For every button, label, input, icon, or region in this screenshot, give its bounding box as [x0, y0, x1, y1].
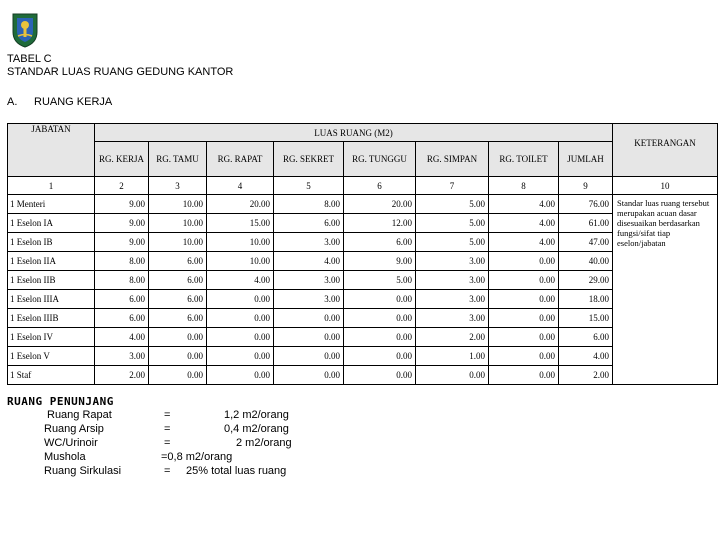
- area-cell: 6.00: [274, 214, 344, 233]
- area-cell: 6.00: [344, 233, 416, 252]
- area-cell: 10.00: [149, 195, 207, 214]
- area-cell: 20.00: [344, 195, 416, 214]
- column-number: 6: [344, 177, 416, 195]
- table-row: [8, 214, 718, 233]
- area-cell: 0.00: [207, 328, 274, 347]
- section-title: RUANG KERJA: [34, 96, 113, 108]
- jumlah-cell: 4.00: [559, 347, 613, 366]
- table-subtitle: STANDAR LUAS RUANG GEDUNG KANTOR: [7, 66, 234, 78]
- table-title: TABEL C: [7, 53, 52, 65]
- area-cell: 0.00: [489, 252, 559, 271]
- area-cell: 8.00: [95, 252, 149, 271]
- penunjang-name: Ruang Arsip: [44, 423, 104, 435]
- area-cell: 10.00: [207, 233, 274, 252]
- penunjang-name: Ruang Rapat: [47, 409, 112, 421]
- jabatan-header: JABATAN: [8, 124, 95, 177]
- area-cell: 3.00: [274, 271, 344, 290]
- jabatan-cell: 1 Eselon V: [8, 347, 95, 366]
- room-header: RG. RAPAT: [207, 142, 274, 177]
- jabatan-cell: 1 Staf: [8, 366, 95, 385]
- jabatan-cell: 1 Eselon IIIA: [8, 290, 95, 309]
- jabatan-cell: 1 Eselon IIB: [8, 271, 95, 290]
- area-cell: 3.00: [416, 252, 489, 271]
- room-header: RG. SEKRET: [274, 142, 344, 177]
- area-cell: 0.00: [489, 328, 559, 347]
- jabatan-cell: 1 Eselon IIA: [8, 252, 95, 271]
- table-row: [8, 366, 718, 385]
- column-number: 3: [149, 177, 207, 195]
- luas-ruang-header: LUAS RUANG (M2): [95, 124, 613, 142]
- area-cell: 0.00: [489, 290, 559, 309]
- penunjang-name: WC/Urinoir: [44, 437, 98, 449]
- area-cell: 0.00: [344, 290, 416, 309]
- keterangan-cell: Standar luas ruang tersebut merupakan acuan dasar disesuaikan berdasarkan fungsi/sifat tiap eselon/jabatan: [613, 195, 718, 385]
- penunjang-value: 1,2 m2/orang: [224, 409, 289, 421]
- table-row: [8, 309, 718, 328]
- area-cell: 5.00: [416, 233, 489, 252]
- area-cell: 0.00: [274, 347, 344, 366]
- room-standard-table: [7, 123, 718, 385]
- area-cell: 0.00: [149, 328, 207, 347]
- column-number: 4: [207, 177, 274, 195]
- area-cell: 5.00: [416, 195, 489, 214]
- area-cell: 3.00: [274, 233, 344, 252]
- area-cell: 1.00: [416, 347, 489, 366]
- section-heading: [7, 96, 112, 108]
- area-cell: 8.00: [95, 271, 149, 290]
- table-row: [8, 233, 718, 252]
- room-header: RG. TUNGGU: [344, 142, 416, 177]
- jumlah-cell: 15.00: [559, 309, 613, 328]
- area-cell: 10.00: [149, 233, 207, 252]
- area-cell: 0.00: [489, 271, 559, 290]
- jabatan-cell: 1 Eselon IA: [8, 214, 95, 233]
- area-cell: 10.00: [149, 214, 207, 233]
- area-cell: 4.00: [489, 233, 559, 252]
- column-number: 5: [274, 177, 344, 195]
- penunjang-name: Mushola: [44, 451, 86, 463]
- column-number-row: [8, 177, 718, 195]
- area-cell: 3.00: [274, 290, 344, 309]
- penunjang-eq: =: [164, 423, 171, 435]
- area-cell: 0.00: [344, 347, 416, 366]
- column-number: 1: [8, 177, 95, 195]
- area-cell: 0.00: [489, 366, 559, 385]
- table-row: [8, 195, 718, 214]
- jabatan-cell: 1 Eselon IV: [8, 328, 95, 347]
- area-cell: 3.00: [416, 309, 489, 328]
- jumlah-cell: 76.00: [559, 195, 613, 214]
- jumlah-cell: 40.00: [559, 252, 613, 271]
- penunjang-value: 25% total luas ruang: [186, 465, 287, 477]
- area-cell: 2.00: [416, 328, 489, 347]
- area-cell: 0.00: [207, 290, 274, 309]
- table-row: [8, 328, 718, 347]
- area-cell: 4.00: [207, 271, 274, 290]
- area-cell: 3.00: [95, 347, 149, 366]
- penunjang-value: 0,4 m2/orang: [224, 423, 289, 435]
- area-cell: 4.00: [95, 328, 149, 347]
- penunjang-value: 2 m2/orang: [236, 437, 292, 449]
- column-number: 9: [559, 177, 613, 195]
- area-cell: 3.00: [416, 271, 489, 290]
- area-cell: 6.00: [95, 309, 149, 328]
- jabatan-cell: 1 Menteri: [8, 195, 95, 214]
- column-number: 7: [416, 177, 489, 195]
- area-cell: 6.00: [149, 309, 207, 328]
- column-number: 10: [613, 177, 718, 195]
- penunjang-eq: =: [164, 437, 171, 449]
- area-cell: 9.00: [95, 195, 149, 214]
- area-cell: 0.00: [274, 366, 344, 385]
- area-cell: 0.00: [207, 366, 274, 385]
- area-cell: 0.00: [489, 347, 559, 366]
- penunjang-title: RUANG PENUNJANG: [7, 395, 114, 408]
- area-cell: 12.00: [344, 214, 416, 233]
- room-header: RG. SIMPAN: [416, 142, 489, 177]
- area-cell: 0.00: [149, 347, 207, 366]
- jabatan-cell: 1 Eselon IB: [8, 233, 95, 252]
- jumlah-cell: 2.00: [559, 366, 613, 385]
- area-cell: 0.00: [274, 328, 344, 347]
- area-cell: 0.00: [274, 309, 344, 328]
- area-cell: 10.00: [207, 252, 274, 271]
- area-cell: 6.00: [95, 290, 149, 309]
- area-cell: 6.00: [149, 271, 207, 290]
- penunjang-eq: =0,8 m2/orang: [161, 451, 233, 463]
- penunjang-name: Ruang Sirkulasi: [44, 465, 122, 477]
- area-cell: 9.00: [344, 252, 416, 271]
- area-cell: 0.00: [344, 366, 416, 385]
- area-cell: 3.00: [416, 290, 489, 309]
- penunjang-eq: =: [164, 465, 171, 477]
- area-cell: 4.00: [274, 252, 344, 271]
- area-cell: 4.00: [489, 195, 559, 214]
- table-row: [8, 290, 718, 309]
- jabatan-cell: 1 Eselon IIIB: [8, 309, 95, 328]
- area-cell: 0.00: [416, 366, 489, 385]
- jumlah-cell: 47.00: [559, 233, 613, 252]
- jumlah-cell: 29.00: [559, 271, 613, 290]
- area-cell: 5.00: [416, 214, 489, 233]
- area-cell: 20.00: [207, 195, 274, 214]
- table-row: [8, 271, 718, 290]
- keterangan-header: KETERANGAN: [613, 124, 718, 177]
- column-number: 8: [489, 177, 559, 195]
- room-header: RG. TAMU: [149, 142, 207, 177]
- room-header: JUMLAH: [559, 142, 613, 177]
- area-cell: 6.00: [149, 290, 207, 309]
- table-row: [8, 347, 718, 366]
- area-cell: 0.00: [207, 309, 274, 328]
- column-number: 2: [95, 177, 149, 195]
- area-cell: 2.00: [95, 366, 149, 385]
- penunjang-eq: =: [164, 409, 171, 421]
- table-row: [8, 252, 718, 271]
- section-letter: A.: [7, 96, 18, 108]
- jumlah-cell: 61.00: [559, 214, 613, 233]
- area-cell: 5.00: [344, 271, 416, 290]
- room-header: RG. KERJA: [95, 142, 149, 177]
- area-cell: 0.00: [344, 309, 416, 328]
- area-cell: 9.00: [95, 214, 149, 233]
- area-cell: 6.00: [149, 252, 207, 271]
- header-row-1: [8, 124, 718, 142]
- provincial-crest-icon: [9, 12, 41, 48]
- room-header: RG. TOILET: [489, 142, 559, 177]
- area-cell: 9.00: [95, 233, 149, 252]
- area-cell: 0.00: [344, 328, 416, 347]
- area-cell: 8.00: [274, 195, 344, 214]
- area-cell: 0.00: [489, 309, 559, 328]
- jumlah-cell: 18.00: [559, 290, 613, 309]
- header-row-2: [8, 142, 718, 177]
- jumlah-cell: 6.00: [559, 328, 613, 347]
- area-cell: 4.00: [489, 214, 559, 233]
- area-cell: 15.00: [207, 214, 274, 233]
- area-cell: 0.00: [149, 366, 207, 385]
- area-cell: 0.00: [207, 347, 274, 366]
